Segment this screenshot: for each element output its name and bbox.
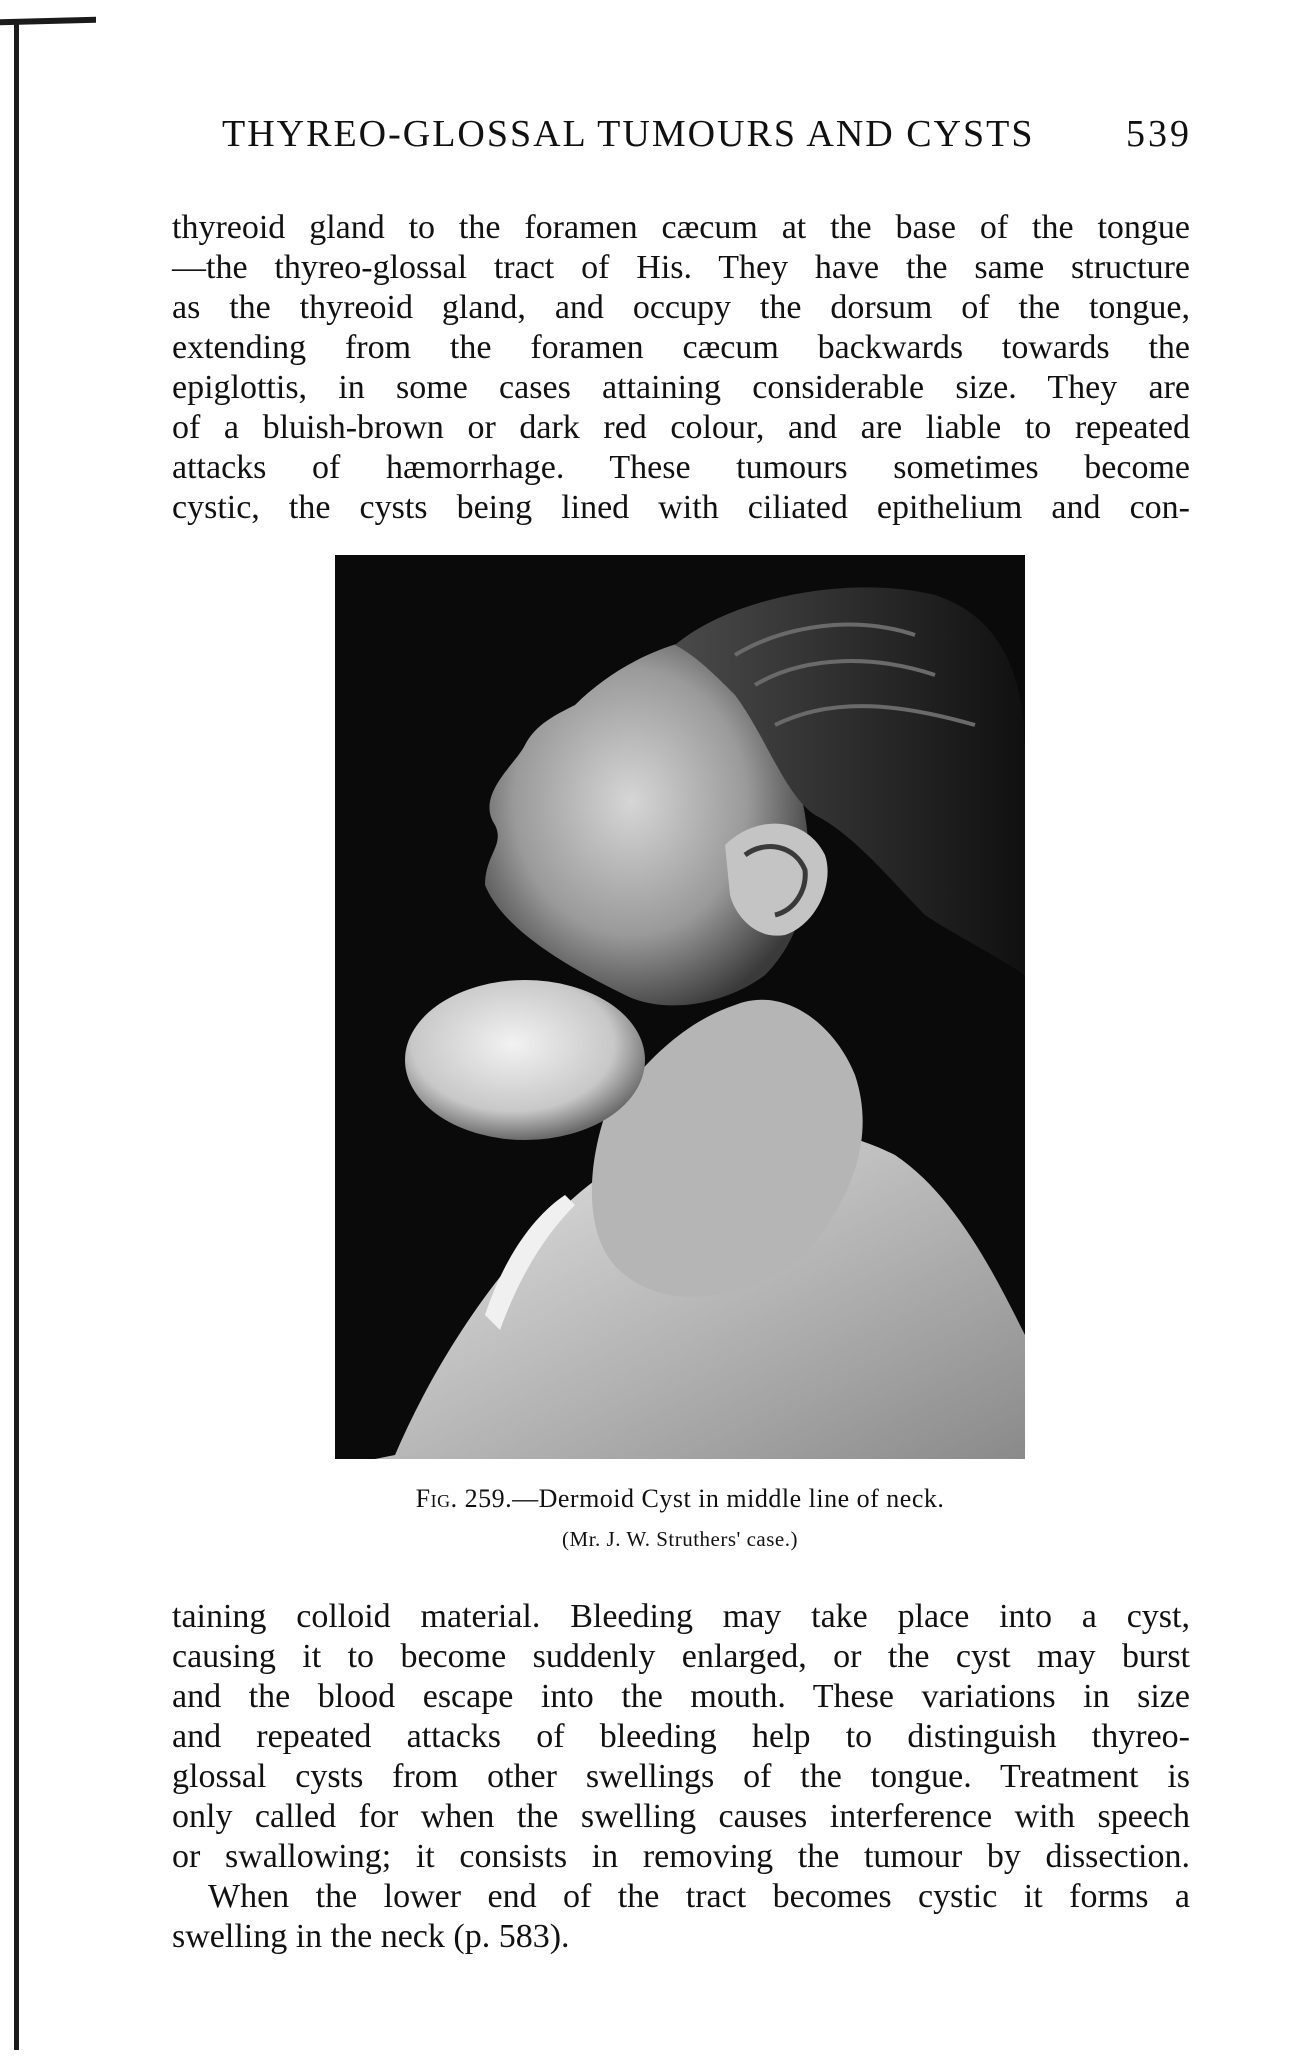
text-line: or swallowing; it consists in removing the tumour by dissection. xyxy=(172,1838,1190,1875)
paragraph-2 xyxy=(172,1597,1190,1957)
text-line: and repeated attacks of bleeding help to distinguish thyreo- xyxy=(172,1718,1190,1755)
running-head-title: THYREO-GLOSSAL TUMOURS AND CYSTS xyxy=(222,113,1035,155)
text-line: cystic, the cysts being lined with ciliated epithelium and con- xyxy=(172,489,1190,526)
text-line: epiglottis, in some cases attaining considerable size. They are xyxy=(172,369,1190,406)
page-number: 539 xyxy=(1126,113,1192,155)
margin-rule xyxy=(14,20,19,2050)
text-line: attacks of hæmorrhage. These tumours sometimes become xyxy=(172,449,1190,486)
text-line: and the blood escape into the mouth. These variations in size xyxy=(172,1678,1190,1715)
text-line: When the lower end of the tract becomes cystic it forms a xyxy=(208,1878,1190,1915)
text-line: causing it to become suddenly enlarged, or the cyst may burst xyxy=(172,1638,1190,1675)
figure-caption xyxy=(160,1484,1200,1514)
text-line: taining colloid material. Bleeding may take place into a cyst, xyxy=(172,1598,1190,1635)
text-line: swelling in the neck (p. 583). xyxy=(172,1918,570,1955)
patient-profile-photo xyxy=(335,555,1025,1459)
figure-credit: (Mr. J. W. Struthers' case.) xyxy=(562,1527,798,1551)
text-line: only called for when the swelling causes interference with speech xyxy=(172,1798,1190,1835)
running-head xyxy=(222,112,1192,162)
figure-photograph xyxy=(335,555,1025,1459)
text-line: extending from the foramen cæcum backwards towards the xyxy=(172,329,1190,366)
paragraph-1 xyxy=(172,208,1190,528)
text-line: —the thyreo-glossal tract of His. They have the same structure xyxy=(172,249,1190,286)
figure-caption-text: —Dermoid Cyst in middle line of neck. xyxy=(512,1484,945,1513)
text-line: thyreoid gland to the foramen cæcum at the base of the tongue xyxy=(172,209,1190,246)
text-line: glossal cysts from other swellings of the tongue. Treatment is xyxy=(172,1758,1190,1795)
text-line: of a bluish-brown or dark red colour, and are liable to repeated xyxy=(172,409,1190,446)
figure-label: Fig. 259. xyxy=(415,1484,513,1513)
text-line: as the thyreoid gland, and occupy the dorsum of the tongue, xyxy=(172,289,1190,326)
